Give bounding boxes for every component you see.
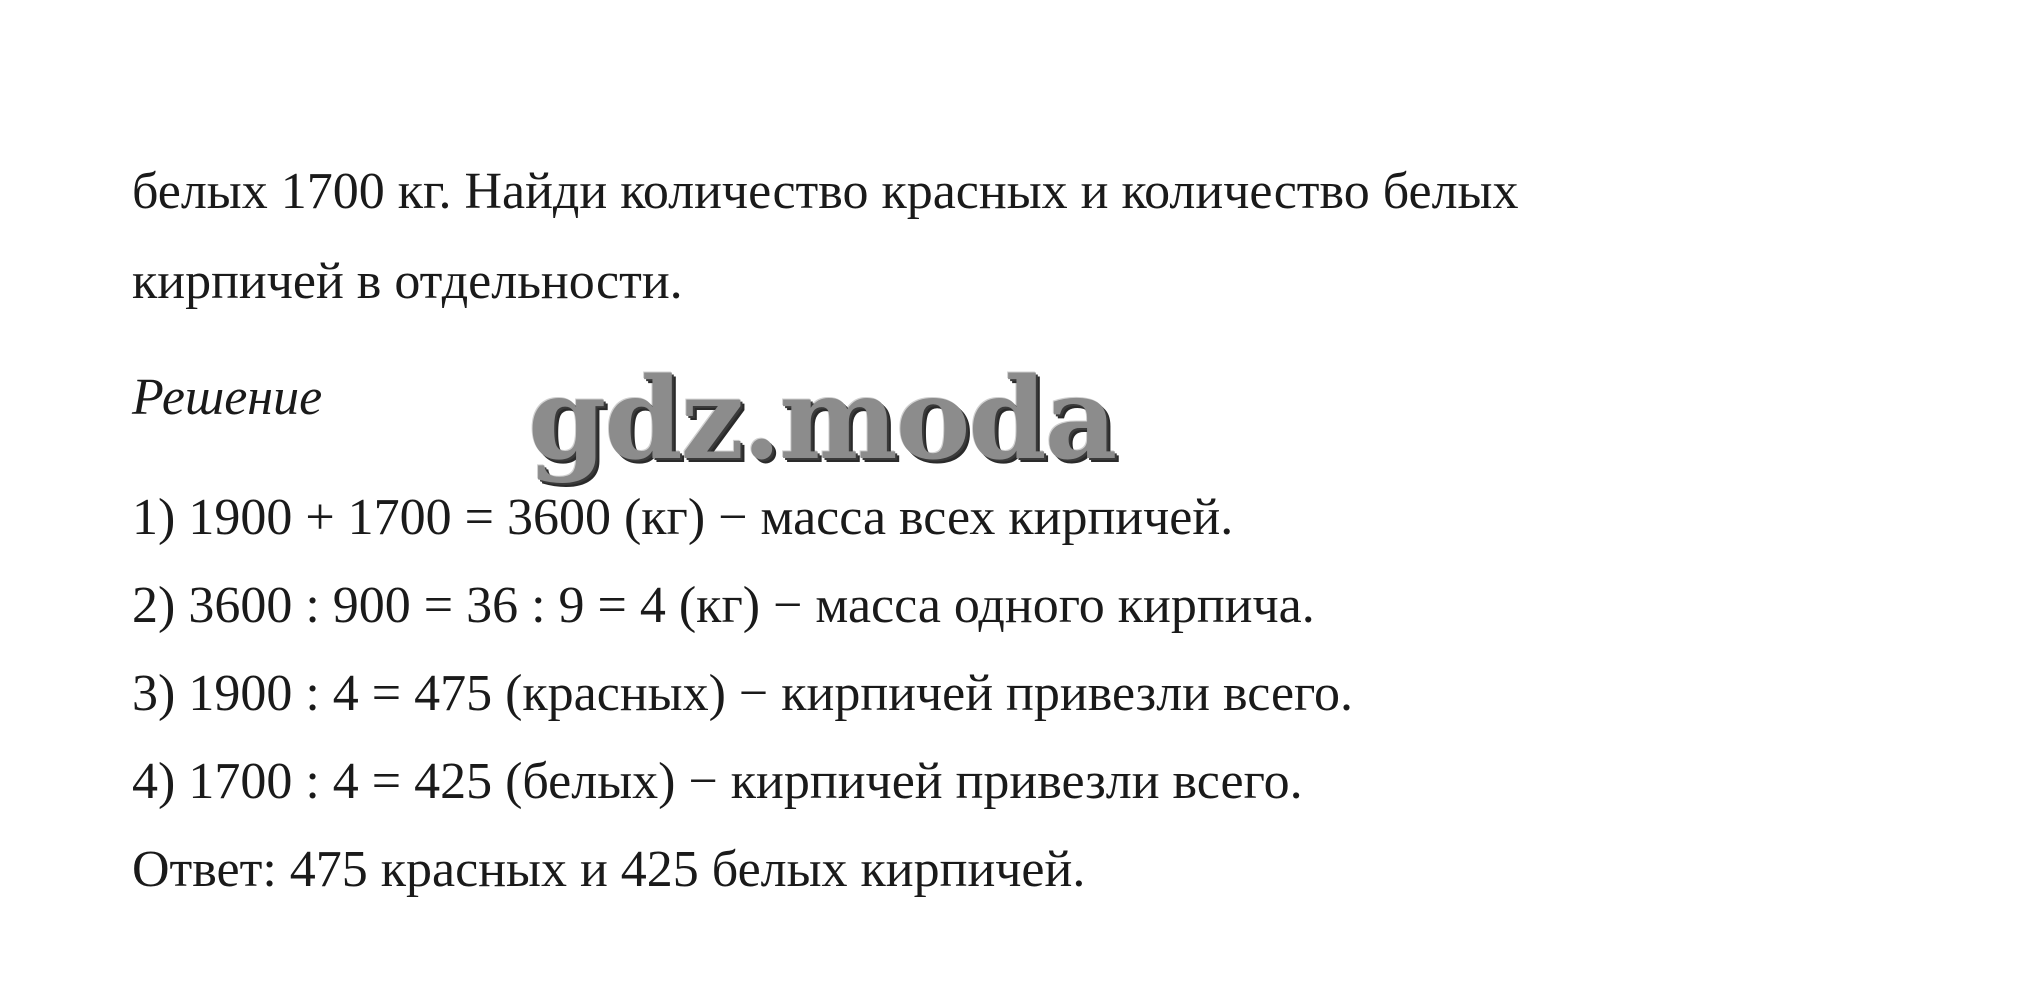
problem-text-line-2: кирпичей в отдельности. <box>132 253 683 310</box>
solution-answer: Ответ: 475 красных и 425 белых кирпичей. <box>132 841 1086 898</box>
problem-text-line-1: белых 1700 кг. Найди количество красных и количество белых <box>132 163 1519 220</box>
watermark-logo: gdz.moda <box>528 354 1116 485</box>
solution-heading: Решение <box>132 369 323 426</box>
solution-step-1: 1) 1900 + 1700 = 3600 (кг) − масса всех кирпичей. <box>132 489 1234 546</box>
solution-step-4: 4) 1700 : 4 = 425 (белых) − кирпичей привезли всего. <box>132 753 1303 810</box>
solution-step-2: 2) 3600 : 900 = 36 : 9 = 4 (кг) − масса одного кирпича. <box>132 577 1315 634</box>
solution-step-3: 3) 1900 : 4 = 475 (красных) − кирпичей привезли всего. <box>132 665 1354 722</box>
